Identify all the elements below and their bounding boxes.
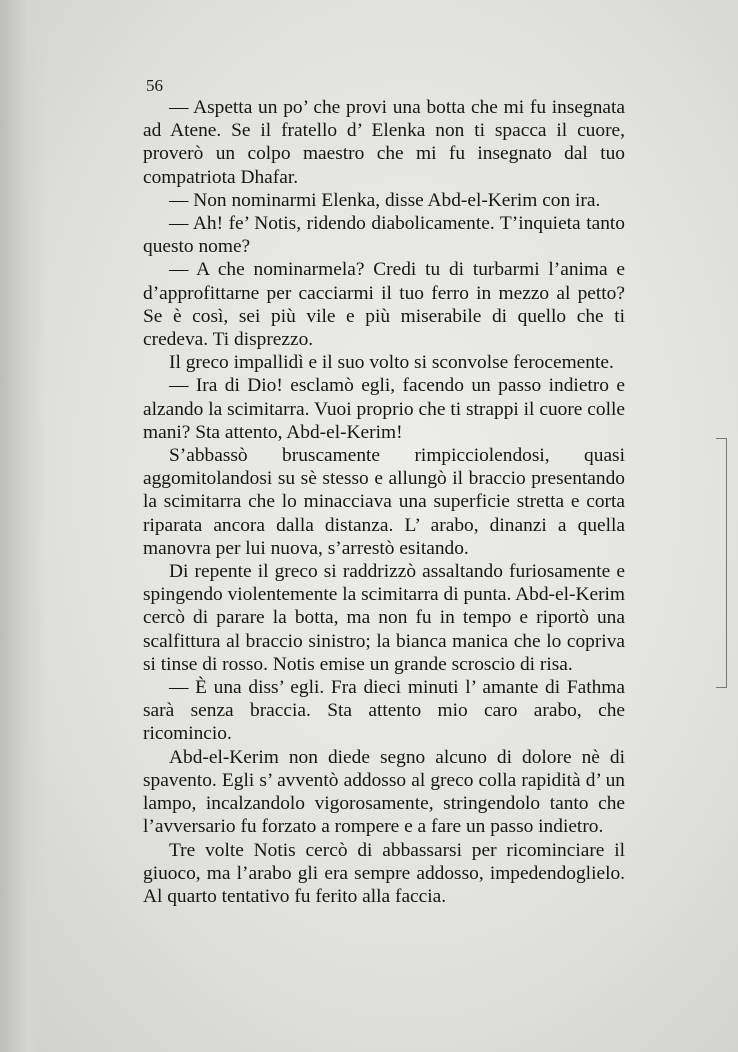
paragraph: — A che nominarmela? Credi tu di turbarmi l’anima e d’approfittarne per cacciarmi il tuo ferro in mezzo al petto? Se è così, sei più vile e più miserabile di quello che ti credeva. Ti disprezzo. (143, 259, 625, 351)
paragraph: Il greco impallidì e il suo volto si sconvolse ferocemente. (169, 352, 614, 374)
paragraph: — Aspetta un po’ che provi una botta che mi fu insegnata ad Atene. Se il fratello d’ Elenka non ti spacca il cuore, proverò un colpo maestro che mi fu insegnato dal tuo compatriota Dhafar. (143, 97, 625, 188)
paragraph: — Non nominarmi Elenka, disse Abd-el-Kerim con ira. (169, 189, 601, 211)
paragraph: — Ira di Dio! esclamò egli, facendo un passo indietro e alzando la scimitarra. Vuoi proprio che ti strappi il cuore colle mani? Sta attento, Abd-el-Kerim! (143, 375, 625, 443)
paragraph: Abd-el-Kerim non diede segno alcuno di dolore nè di spavento. Egli s’ avventò addosso al greco colla rapidità d’ un lampo, incalzandolo vigorosamente, stringendolo tanto che l’avversario fu forzato a rompere e a fare un passo indietro. (143, 746, 625, 838)
paragraph: — Ah! fe’ Notis, ridendo diabolicamente. T’inquieta tanto questo nome? (143, 213, 625, 258)
margin-mark (716, 438, 727, 688)
body-text (143, 96, 625, 908)
paragraph: Di repente il greco si raddrizzò assaltando furiosamente e spingendo violentemente la scimitarra di punta. Abd-el-Kerim cercò di parare la botta, ma non fu in tempo e riportò una scalfittura al braccio sinistro; la bianca manica che lo copriva si tinse di rosso. Notis emise un grande scroscio di risa. (143, 561, 625, 675)
paragraph: Tre volte Notis cercò di abbassarsi per ricominciare il giuoco, ma l’arabo gli era sempre addosso, impedendoglielo. Al quarto tentativo fu ferito alla faccia. (143, 839, 625, 907)
paragraph: — È una diss’ egli. Fra dieci minuti l’ amante di Fathma sarà senza braccia. Sta attento mio caro arabo, che ricomincio. (143, 677, 625, 745)
paragraph: S’abbassò bruscamente rimpicciolendosi, quasi aggomitolandosi su sè stesso e allungò il braccio presentando la scimitarra che lo minacciava una superficie stretta e corta riparata ancora dalla distanza. L’ arabo, dinanzi a quella manovra per lui nuova, s’arrestò esitando. (143, 445, 625, 559)
binding-gutter (0, 0, 46, 1052)
page-number: 56 (146, 76, 163, 95)
